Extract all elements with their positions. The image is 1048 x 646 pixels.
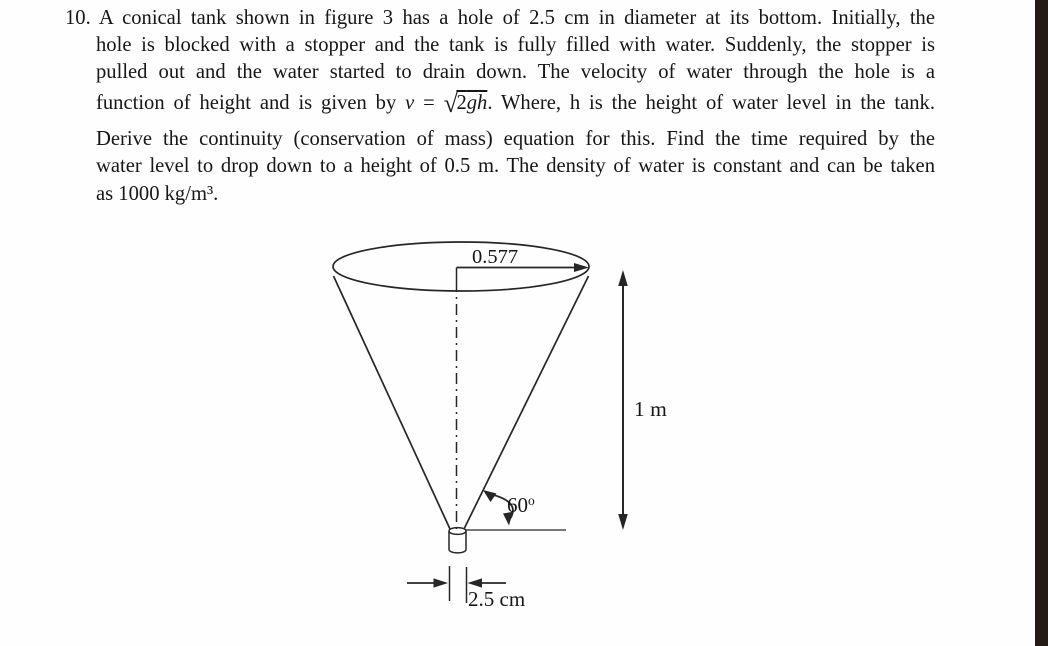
tank-figure [320, 232, 705, 617]
problem-line-1-text: A conical tank shown in figure 3 has a hole of 2.5 cm in diameter at its bottom. Initially, the [98, 7, 935, 29]
height-label: 1 m [634, 397, 667, 421]
problem-line-3 [96, 59, 935, 86]
problem-line-6 [96, 153, 935, 180]
formula-equals: = [423, 92, 435, 114]
angle-arrowhead-upper-icon [483, 490, 497, 502]
problem-line-3-text: pulled out and the water started to drain down. The velocity of water through the hole is a [96, 61, 935, 83]
cone-top-ellipse [333, 242, 589, 291]
problem-line-1 [65, 5, 935, 32]
height-dimension-arrow [618, 270, 628, 530]
angle-label: 60$^o$ [507, 493, 535, 517]
height-arrowhead-down-icon [618, 514, 628, 530]
radicand-variables: gh [466, 92, 488, 114]
cone-outline [333, 242, 589, 529]
problem-line-2 [96, 32, 935, 59]
radius-label: 0.577 [471, 246, 519, 268]
problem-line-6-text: water level to drop down to a height of 0.5 m. The density of water is constant and can be taken [96, 155, 935, 177]
cone-left-slant [334, 276, 451, 529]
drain-spout [449, 528, 466, 553]
scan-edge-bar [1035, 0, 1048, 646]
radicand-coefficient: 2 [456, 92, 467, 114]
problem-number: 10. [65, 7, 91, 29]
problem-line-4 [96, 90, 935, 117]
formula-variable: v [405, 92, 415, 114]
problem-line-4-post: . Where, h is the height of water level in the tank. [487, 92, 935, 114]
height-arrowhead-up-icon [618, 270, 628, 286]
radical-sign: √ [443, 89, 457, 118]
hole-arrowhead-right-icon [434, 578, 449, 587]
hole-label: 2.5 cm [468, 587, 526, 611]
problem-line-4-pre: function of height and is given by [96, 92, 397, 114]
problem-line-2-text: hole is blocked with a stopper and the tank is fully filled with water. Suddenly, the stopper is [96, 34, 935, 56]
problem-line-5 [96, 126, 935, 153]
radicand [456, 92, 487, 114]
problem-line-7-text: as 1000 kg/m³. [96, 183, 219, 205]
problem-line-5-text: Derive the continuity (conservation of mass) equation for this. Find the time required by the [96, 128, 935, 150]
cone-right-slant [464, 276, 589, 529]
problem-line-7 [96, 181, 935, 208]
